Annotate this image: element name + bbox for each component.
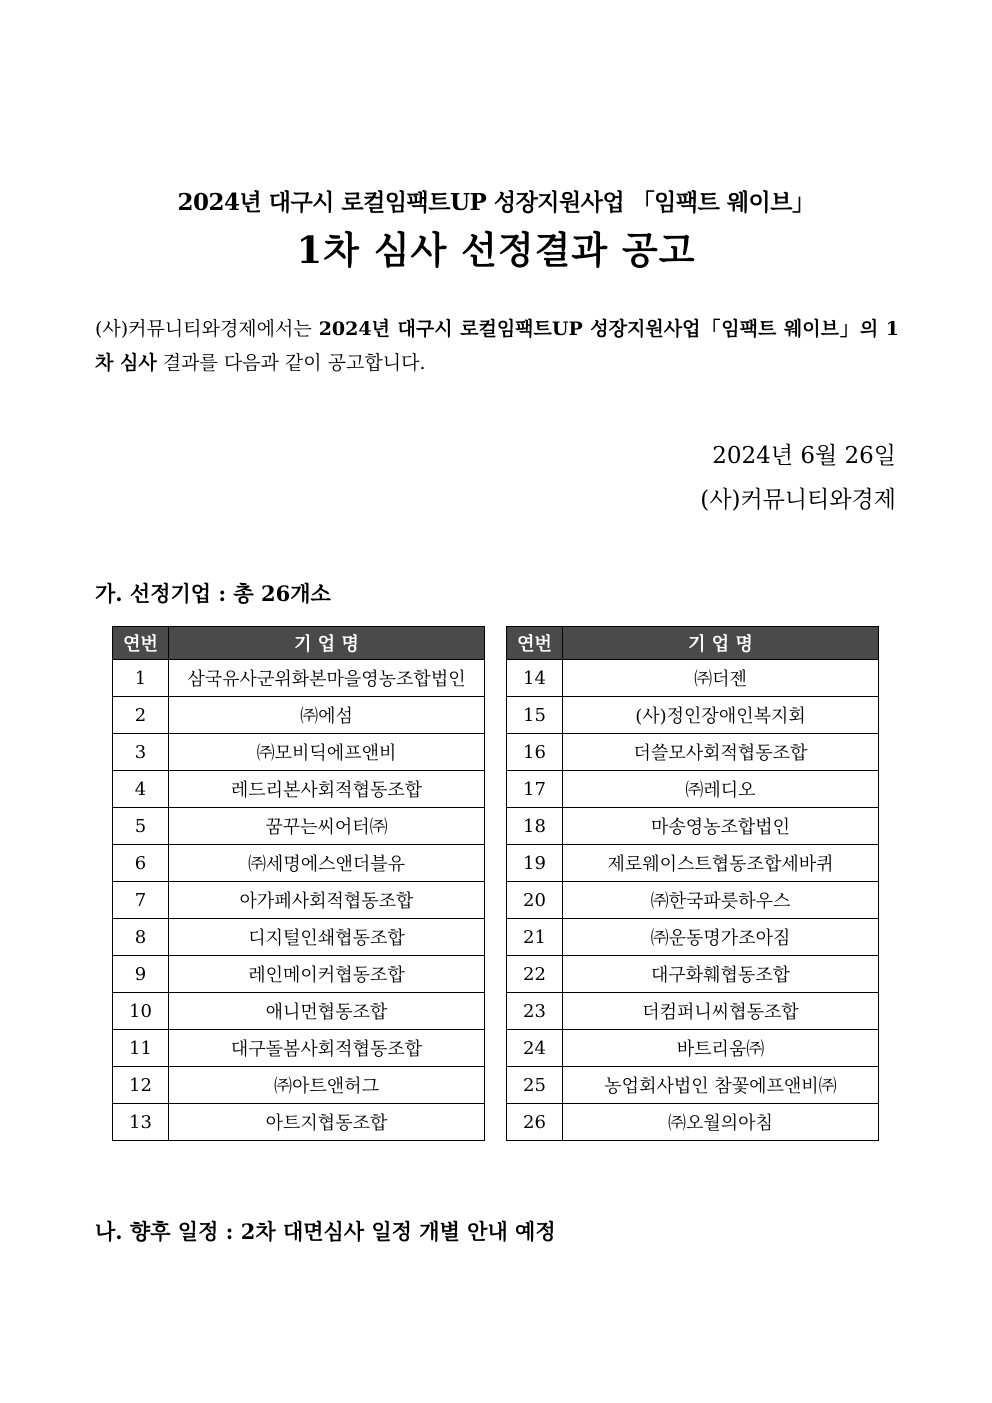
row-number: 25: [507, 1067, 563, 1104]
table-row: [507, 734, 879, 771]
company-name: 더컴퍼니씨협동조합: [563, 993, 879, 1030]
company-name: (사)정인장애인복지회: [563, 697, 879, 734]
table-row: [113, 771, 485, 808]
table-row: [507, 771, 879, 808]
row-number: 6: [113, 845, 169, 882]
intro-paragraph: [95, 312, 899, 380]
row-number: 2: [113, 697, 169, 734]
table-row: [507, 660, 879, 697]
table-row: [507, 697, 879, 734]
company-name: ㈜에섬: [169, 697, 485, 734]
company-name: 농업회사법인 참꽃에프앤비㈜: [563, 1067, 879, 1104]
company-name: 더쓸모사회적협동조합: [563, 734, 879, 771]
company-table-left: [112, 626, 485, 1141]
table-row: [507, 808, 879, 845]
company-name: 아트지협동조합: [169, 1104, 485, 1141]
table-row: [507, 882, 879, 919]
table-row: [507, 1104, 879, 1141]
company-name: 제로웨이스트협동조합세바퀴: [563, 845, 879, 882]
row-number: 17: [507, 771, 563, 808]
table-header-row: [113, 627, 485, 660]
intro-text-2: 결과를 다음과 같이 공고합니다.: [156, 352, 426, 374]
row-number: 1: [113, 660, 169, 697]
document-subtitle: 2024년 대구시 로컬임팩트UP 성장지원사업 「임팩트 웨이브」: [177, 189, 815, 216]
row-number: 15: [507, 697, 563, 734]
row-number: 23: [507, 993, 563, 1030]
announcement-date: 2024년 6월 26일: [712, 443, 896, 469]
company-name: 아가페사회적협동조합: [169, 882, 485, 919]
table-row: [507, 956, 879, 993]
table-row: [113, 956, 485, 993]
row-number: 8: [113, 919, 169, 956]
row-number: 19: [507, 845, 563, 882]
row-number: 14: [507, 660, 563, 697]
company-name: 바트리움㈜: [563, 1030, 879, 1067]
company-name: 꿈꾸는씨어터㈜: [169, 808, 485, 845]
company-name: 삼국유사군위화본마을영농조합법인: [169, 660, 485, 697]
company-name: 애니먼협동조합: [169, 993, 485, 1030]
company-name: ㈜레디오: [563, 771, 879, 808]
row-number: 5: [113, 808, 169, 845]
row-number: 7: [113, 882, 169, 919]
table-row: [113, 845, 485, 882]
company-name: 레인메이커협동조합: [169, 956, 485, 993]
document-title: 1차 심사 선정결과 공고: [296, 228, 696, 272]
header-no: 연번: [507, 627, 563, 660]
row-number: 10: [113, 993, 169, 1030]
intro-text-1: (사)커뮤니티와경제에서는: [95, 318, 319, 340]
table-row: [507, 1030, 879, 1067]
company-name: 대구돌봄사회적협동조합: [169, 1030, 485, 1067]
table-row: [507, 993, 879, 1030]
row-number: 20: [507, 882, 563, 919]
row-number: 9: [113, 956, 169, 993]
table-row: [113, 697, 485, 734]
company-name: ㈜더젠: [563, 660, 879, 697]
row-number: 22: [507, 956, 563, 993]
company-name: ㈜모비딕에프앤비: [169, 734, 485, 771]
table-row: [507, 845, 879, 882]
company-name: 대구화훼협동조합: [563, 956, 879, 993]
row-number: 18: [507, 808, 563, 845]
header-company-name: 기 업 명: [563, 627, 879, 660]
company-name: 디지털인쇄협동조합: [169, 919, 485, 956]
table-row: [507, 919, 879, 956]
organization-name: (사)커뮤니티와경제: [700, 487, 896, 513]
section-selected-companies: 가. 선정기업 : 총 26개소: [95, 581, 331, 606]
intro-bold-text: 2024년 대구시 로컬임팩트UP 성장지원사업「임팩트 웨이브」의 1차 심사: [95, 318, 899, 374]
row-number: 12: [113, 1067, 169, 1104]
row-number: 16: [507, 734, 563, 771]
header-company-name: 기 업 명: [169, 627, 485, 660]
company-name: ㈜아트앤허그: [169, 1067, 485, 1104]
table-row: [113, 734, 485, 771]
table-header-row: [507, 627, 879, 660]
company-name: ㈜세명에스앤더블유: [169, 845, 485, 882]
row-number: 4: [113, 771, 169, 808]
table-row: [113, 808, 485, 845]
row-number: 11: [113, 1030, 169, 1067]
header-no: 연번: [113, 627, 169, 660]
company-name: ㈜운동명가조아짐: [563, 919, 879, 956]
company-name: 마송영농조합법인: [563, 808, 879, 845]
row-number: 13: [113, 1104, 169, 1141]
company-name: ㈜오월의아침: [563, 1104, 879, 1141]
row-number: 26: [507, 1104, 563, 1141]
table-row: [113, 919, 485, 956]
table-row: [113, 993, 485, 1030]
table-row: [113, 1030, 485, 1067]
row-number: 24: [507, 1030, 563, 1067]
table-row: [507, 1067, 879, 1104]
section-future-schedule: 나. 향후 일정 : 2차 대면심사 일정 개별 안내 예정: [95, 1219, 556, 1244]
company-name: ㈜한국파릇하우스: [563, 882, 879, 919]
table-row: [113, 1067, 485, 1104]
row-number: 3: [113, 734, 169, 771]
company-name: 레드리본사회적협동조합: [169, 771, 485, 808]
row-number: 21: [507, 919, 563, 956]
table-row: [113, 660, 485, 697]
table-row: [113, 1104, 485, 1141]
company-table-right: [506, 626, 879, 1141]
table-row: [113, 882, 485, 919]
